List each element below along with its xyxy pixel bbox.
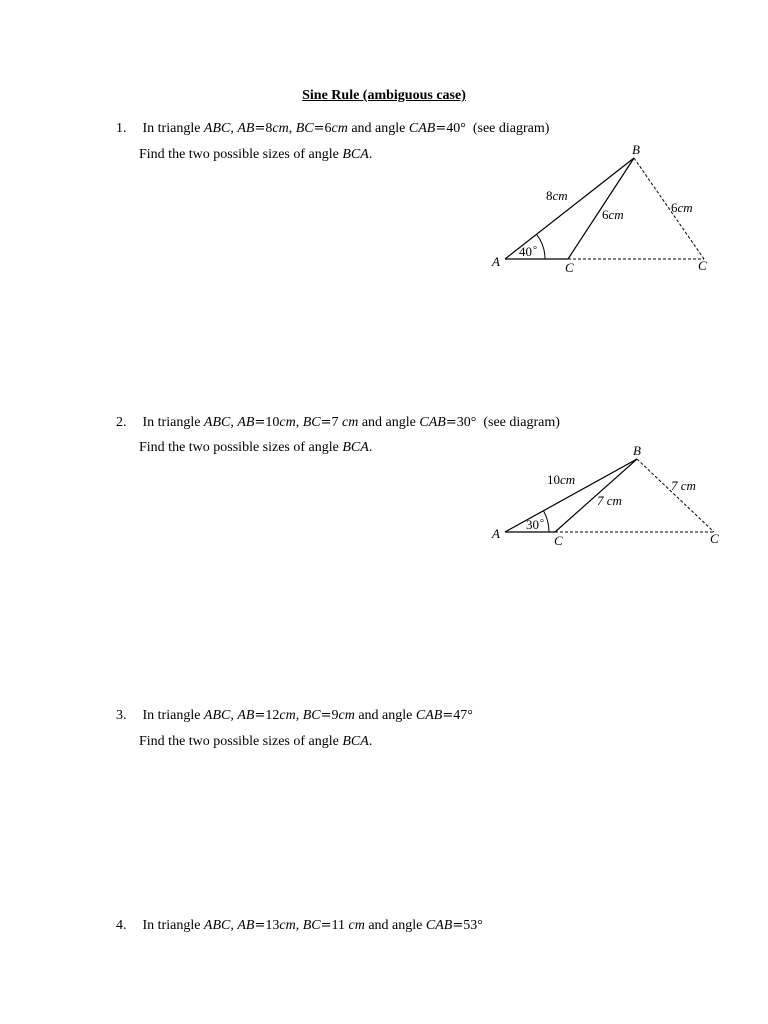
question-3-find: Find the two possible sizes of angle BCA. [139, 734, 373, 749]
question-1: 1. In triangle ABC, AB=8cm, BC=6cm and angle CAB=40° (see diagram) [116, 121, 550, 136]
vertex-a-label: A [492, 526, 500, 541]
angle-arc [537, 234, 546, 259]
triangle-diagram-1 [491, 142, 707, 275]
vertex-b-label: B [632, 142, 640, 157]
side-bc1 [555, 459, 637, 532]
vertex-a-label: A [492, 254, 500, 269]
question-4: 4. In triangle ABC, AB=13cm, BC=11 cm and angle CAB=53° [116, 918, 483, 933]
side-bc2-label: 6cm [671, 200, 693, 215]
side-bc2-dashed [637, 459, 714, 532]
question-3: 3. In triangle ABC, AB=12cm, BC=9cm and angle CAB=47° [116, 708, 473, 723]
angle-label: 30° [526, 517, 544, 532]
side-ab-label: 10cm [547, 472, 576, 487]
vertex-c2-label: C [710, 531, 719, 546]
question-number: 3. [116, 708, 127, 723]
side-bc2-label: 7 cm [671, 478, 696, 493]
vertex-c1-label: C [565, 260, 574, 275]
vertex-b-label: B [633, 443, 641, 458]
question-1-find: Find the two possible sizes of angle BCA. [139, 147, 373, 162]
question-number: 2. [116, 415, 127, 430]
see-diagram-note: (see diagram) [472, 121, 550, 136]
question-2: 2. In triangle ABC, AB=10cm, BC=7 cm and angle CAB=30° (see diagram) [116, 415, 560, 430]
page-title: Sine Rule (ambiguous case) [302, 88, 466, 103]
side-bc2-dashed [634, 158, 704, 259]
vertex-c1-label: C [554, 533, 563, 548]
side-ab-label: 8cm [546, 188, 568, 203]
see-diagram-note: (see diagram) [483, 415, 560, 430]
question-number: 4. [116, 918, 127, 933]
side-bc1 [568, 158, 634, 259]
question-2-find: Find the two possible sizes of angle BCA. [139, 440, 373, 455]
angle-arc [544, 511, 550, 532]
triangle-diagram-2 [491, 443, 719, 548]
question-number: 1. [116, 121, 127, 136]
side-bc1-label: 7 cm [597, 493, 622, 508]
side-bc1-label: 6cm [602, 207, 624, 222]
angle-label: 40° [519, 244, 537, 259]
vertex-c2-label: C [698, 258, 707, 273]
